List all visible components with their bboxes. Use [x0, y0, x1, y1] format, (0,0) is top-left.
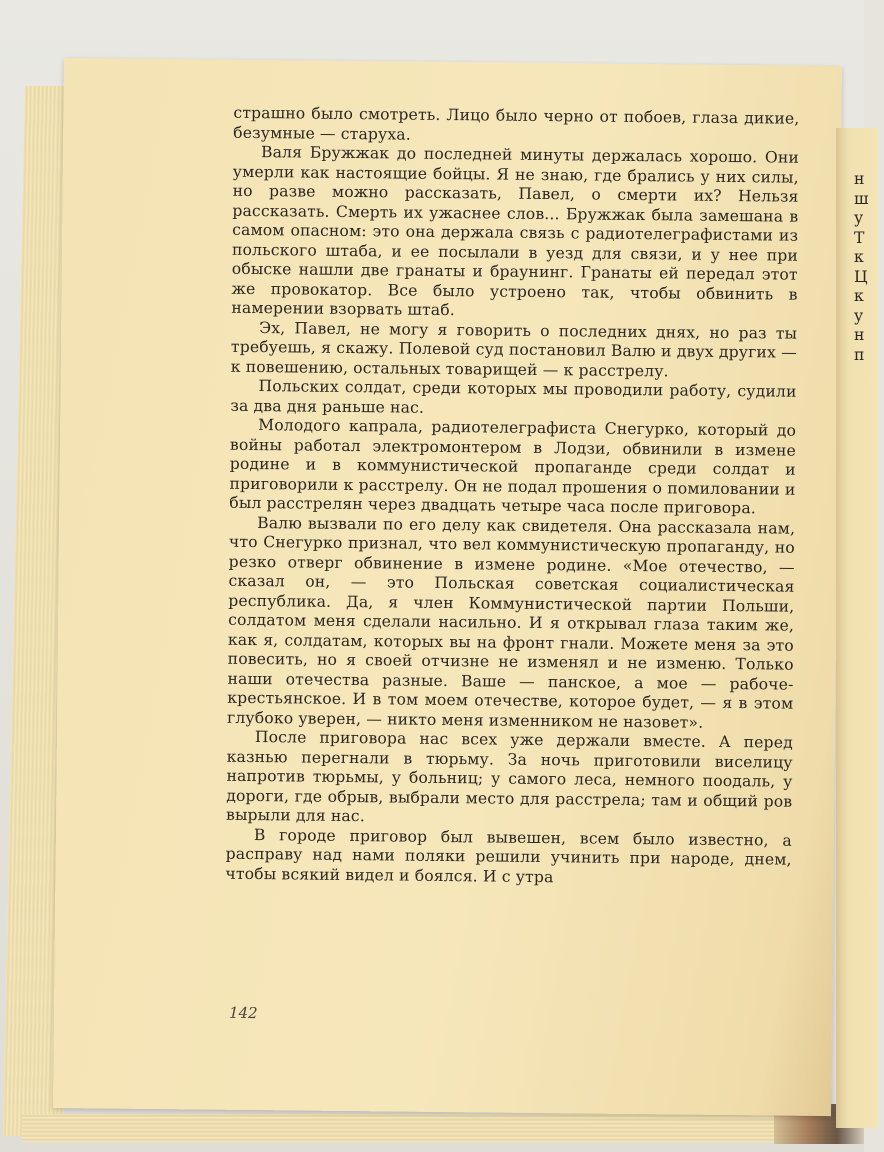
paragraph: страшно было смотреть. Лицо было черно от побоев, глаза дикие, безумные — старуха.: [233, 103, 800, 144]
text-fragment: Ц: [854, 267, 868, 286]
paragraph: Молодого капрала, радиотелеграфиста Снегурко, который до войны работал электромонтером в Лодзи, обвинили в измене родине и в коммунистической пропаганде среди солдат и приговорили к расстрелу. Он не подал прошения о помиловании и был расстрелян через двадцать четыре часа после приговора.: [229, 416, 797, 518]
paragraph: После приговора нас всех уже держали вместе. А перед казнью перегнали в тюрьму. За ночь приготовили виселицу напротив тюрьмы, у больниц; у самого леса, немного поодаль, у дороги, где обрыв, выбрали место для расстрела; там и общий ров вырыли для нас.: [225, 728, 793, 826]
open-book: [14, 58, 869, 1142]
paragraph: В городе приговор был вывешен, всем было известно, а расправу над нами поляки решили учинить при народе, днем, чтобы всякий видел и боялся. И с утра: [225, 825, 792, 886]
paragraph: Валю вызвали по его делу как свидетеля. Она рассказала нам, что Снегурко признал, что вел коммунистическую пропаганду, но резко отверг обвинение в измене родине. «Мое отечество, — сказал он, — это Польская советская социалистическая республика. Да, я член Коммунистической партии Польши, солдатом меня сделали насильно. И я открывал глаза таким же, как я, солдатам, которых вы на фронт гнали. Можете меня за это повесить, но я своей отчизне не изменял и не изменю. Только наши отечества разные. Ваше — панское, а мое — рабоче-крестьянское. И в том моем отечестве, которое будет, — я в этом глубоко уверен, — никто меня изменником не назовет».: [227, 513, 796, 732]
text-fragment: н: [854, 170, 865, 188]
book-page-left: [53, 58, 842, 1116]
page-number: 142: [228, 1003, 258, 1023]
text-fragment: п: [854, 345, 865, 364]
paragraph: Эх, Павел, не могу я говорить о последних днях, но раз ты требуешь, я скажу. Полевой суд постановил Валю и двух других — к повешению, остальных товарищей — к расстрелу.: [230, 318, 798, 380]
text-fragment: ш: [854, 189, 869, 208]
text-fragment: Т: [854, 228, 865, 247]
text-fragment: н: [854, 326, 865, 344]
book-page-right-edge: [836, 128, 878, 1128]
text-fragment: у: [854, 209, 864, 227]
page-edges-bottom: [22, 1114, 842, 1142]
page-text: [225, 104, 799, 890]
text-fragment: к: [854, 248, 864, 266]
paragraph: Валя Бружжак до последней минуты держалась хорошо. Они умерли как настоящие бойцы. Я не знаю, где брались у них силы, но разве можно рассказать, Павел, о смерти их? Нельзя рассказать. Смерть их ужаснее слов... Бружжак была замешана в самом опасном: это она держала связь с радиотелеграфистами из польского штаба, и ее посылали в уезд для связи, и у нее при обыске нашли две гранаты и браунинг. Гранаты ей передал этот же провокатор. Все было устроено так, чтобы обвинить в намерении взорвать штаб.: [231, 143, 800, 320]
next-page-fragments: [854, 170, 884, 365]
paragraph: Польских солдат, среди которых мы проводили работу, судили за два дня раньше нас.: [230, 377, 797, 417]
text-fragment: к: [854, 287, 864, 305]
text-fragment: у: [854, 306, 864, 325]
